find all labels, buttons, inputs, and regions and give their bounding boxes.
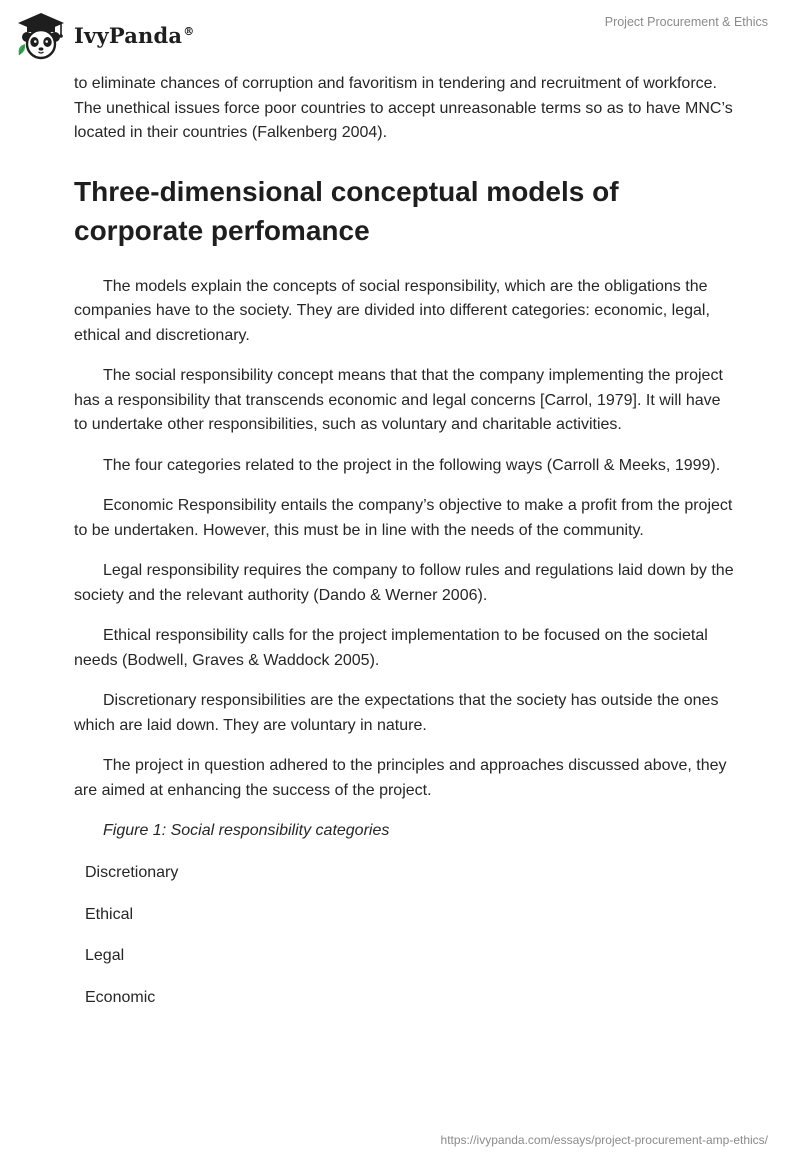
brand-name: [74, 23, 194, 48]
intro-paragraph: to eliminate chances of corruption and favoritism in tendering and recruitment of workforce. The unethical issues force poor countries to accept unreasonable terms so as to have MNC’s located in their countries (Falkenberg 2004).: [74, 75, 733, 141]
paragraph: The four categories related to the project in the following ways (Carroll & Meeks, 1999).: [103, 456, 721, 474]
ivypanda-logo[interactable]: [14, 8, 194, 62]
category-item: Economic: [85, 988, 156, 1006]
section-heading: Three-dimensional conceptual models of corporate perfomance: [74, 175, 619, 246]
category-item: Legal: [85, 947, 125, 964]
source-url[interactable]: https://ivypanda.com/essays/project-procurement-amp-ethics/: [440, 1133, 768, 1147]
paragraph: Ethical responsibility calls for the project implementation to be focused on the societal needs (Bodwell, Graves & Waddock 2005).: [74, 627, 708, 669]
paragraph: The models explain the concepts of social responsibility, which are the obligations the companies have to the society. They are divided into different categories: economic, legal, ethical and discretionary.: [74, 277, 710, 344]
category-item: Discretionary: [85, 864, 179, 881]
category-list: [85, 861, 734, 1010]
paragraph: Legal responsibility requires the company to follow rules and regulations laid down by the society and the relevant authority (Dando & Werner 2006).: [74, 562, 734, 604]
article-body: [74, 72, 734, 1027]
category-item: Ethical: [85, 905, 134, 923]
panda-graduate-icon: [14, 8, 68, 62]
paragraph: The project in question adhered to the principles and approaches discussed above, they are aimed at enhancing the success of the project.: [74, 757, 727, 799]
document-title: Project Procurement & Ethics: [604, 15, 768, 29]
brand-text: IvyPanda: [74, 22, 183, 48]
paragraph: Economic Responsibility entails the company’s objective to make a profit from the project to be undertaken. However, this must be in line with the needs of the community.: [74, 497, 733, 539]
page-header: [0, 0, 800, 70]
paragraph: Discretionary responsibilities are the expectations that the society has outside the ones which are laid down. They are voluntary in nature.: [74, 692, 719, 734]
registered-mark: ®: [183, 24, 195, 38]
paragraph: The social responsibility concept means that that the company implementing the project has a responsibility that transcends economic and legal concerns [Carrol, 1979]. It will have to undertake other responsibilities, such as voluntary and charitable activities.: [74, 367, 723, 433]
figure-caption: Figure 1: Social responsibility categories: [103, 822, 390, 839]
